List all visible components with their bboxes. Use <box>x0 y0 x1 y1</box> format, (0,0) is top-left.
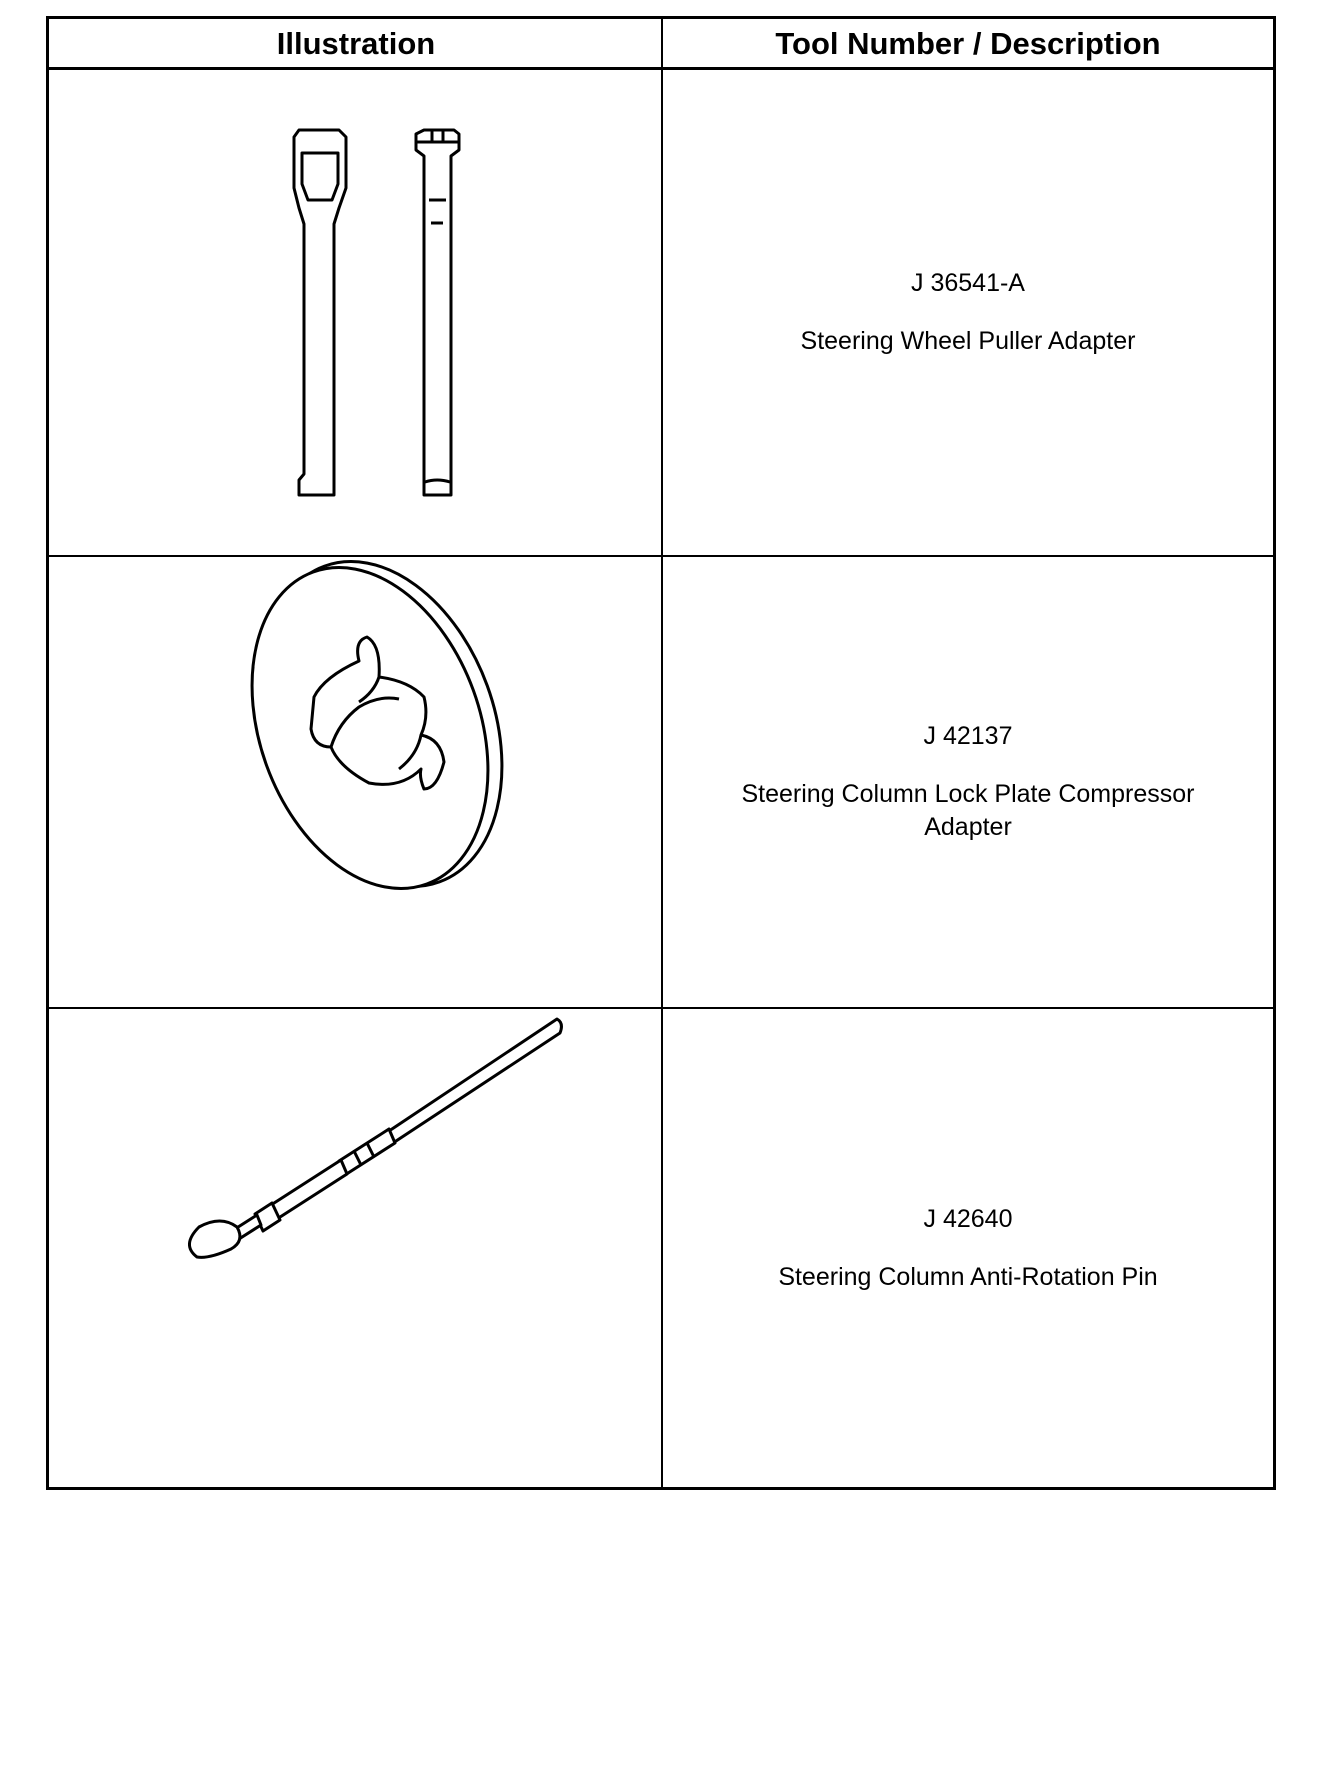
steering-wheel-puller-adapter-icon <box>49 70 661 555</box>
header-tool-number-description: Tool Number / Description <box>775 26 1161 61</box>
lock-plate-compressor-adapter-icon <box>49 557 661 1007</box>
tool-description: Steering Column Anti-Rotation Pin <box>778 1262 1158 1291</box>
illustration-cell <box>49 1009 661 1487</box>
anti-rotation-pin-icon <box>49 1009 661 1487</box>
tool-description: Steering Wheel Puller Adapter <box>800 327 1136 355</box>
description-cell <box>663 70 1273 555</box>
tool-number: J 42640 <box>923 1204 1013 1233</box>
description-cell <box>663 1009 1273 1487</box>
description-cell <box>663 557 1273 1007</box>
table-row <box>49 70 1273 555</box>
illustration-cell <box>49 70 661 555</box>
special-tools-table <box>46 16 1276 1490</box>
tool-number: J 36541-A <box>911 269 1025 297</box>
table-row <box>49 557 1273 1007</box>
illustration-cell <box>49 557 661 1007</box>
tool-description: Steering Column Lock Plate Compressor Adapter <box>741 780 1195 841</box>
header-illustration: Illustration <box>276 26 436 61</box>
tool-number: J 42137 <box>923 722 1013 750</box>
table-row <box>49 1009 1273 1487</box>
